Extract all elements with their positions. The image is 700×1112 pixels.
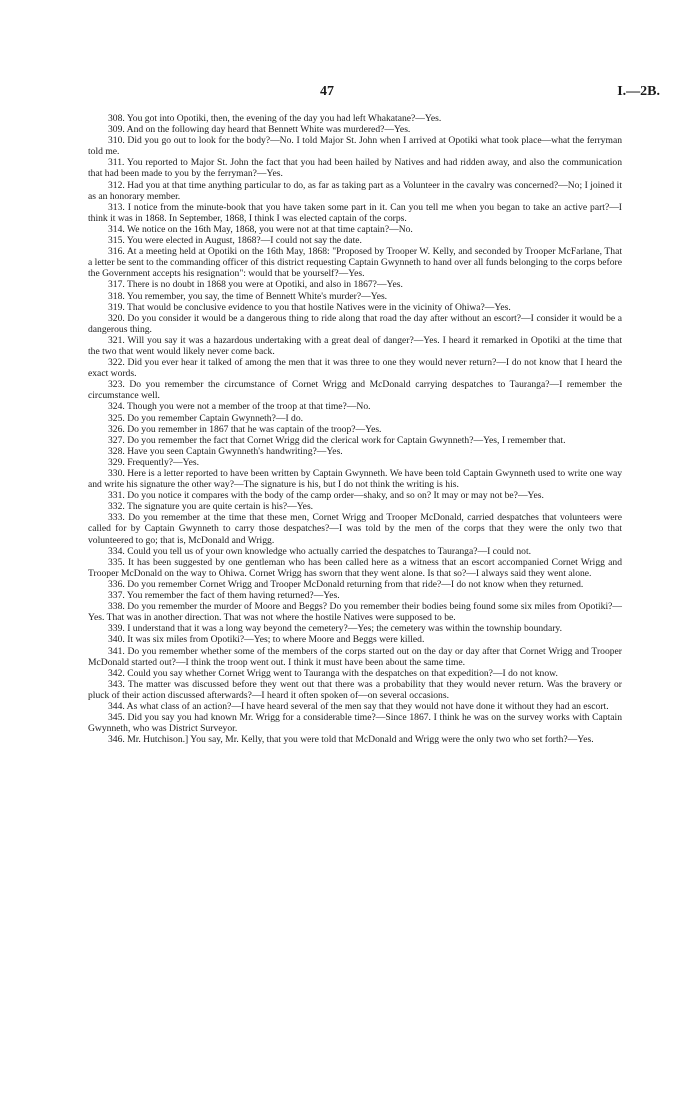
testimony-paragraph: 313. I notice from the minute-book that you have taken some part in it. Can you tell me when you began to take an active part?—I think it was in 1868. In September, 1868, I think I was elected captain of the corps. (88, 201, 622, 224)
testimony-paragraph: 322. Did you ever hear it talked of among the men that it was three to one they would never return?—I do not know that I heard the exact words. (88, 357, 622, 380)
page-header (88, 84, 660, 104)
testimony-paragraph: 331. Do you notice it compares with the body of the camp order—shaky, and so on? It may or may not be?—Yes. (108, 490, 544, 502)
testimony-paragraph: 343. The matter was discussed before they went out that there was a probability that they would never return. Was the bravery or pluck of their action discussed afterwards?—I heard it often spoken of—on several occasions. (88, 678, 622, 701)
testimony-paragraph: 328. Have you seen Captain Gwynneth's handwriting?—Yes. (108, 445, 343, 457)
testimony-paragraph: 316. At a meeting held at Opotiki on the 16th May, 1868: "Proposed by Trooper W. Kelly, and seconded by Trooper McFarlane, That a letter be sent to the commanding officer of this district requesting Captain Gwynneth to hand over all funds belonging to the corps before the Government accepts his resignation": would that be yourself?—Yes. (88, 246, 622, 280)
testimony-paragraph: 320. Do you consider it would be a dangerous thing to ride along that road the day after without an escort?—I consider it would be a dangerous thing. (88, 312, 622, 335)
testimony-paragraph: 332. The signature you are quite certain is his?—Yes. (108, 501, 314, 513)
testimony-paragraph: 308. You got into Opotiki, then, the evening of the day you had left Whakatane?—Yes. (108, 113, 442, 124)
testimony-paragraph: 327. Do you remember the fact that Cornet Wrigg did the clerical work for Captain Gwynneth?—Yes, I remember that. (108, 434, 566, 446)
testimony-paragraph: 329. Frequently?—Yes. (108, 456, 199, 468)
testimony-paragraph: 312. Had you at that time anything particular to do, as far as taking part as a Volunteer in the cavalry was concerned?—No; I joined it as an honorary member. (88, 179, 622, 202)
testimony-paragraph: 310. Did you go out to look for the body?—No. I told Major St. John when I arrived at Opotiki what took place—what the ferryman told me. (88, 135, 622, 158)
testimony-paragraph: 336. Do you remember Cornet Wrigg and Trooper McDonald returning from that ride?—I do not know when they returned. (108, 578, 584, 590)
testimony-paragraph: 309. And on the following day heard that Bennett White was murdered?—Yes. (108, 124, 411, 136)
testimony-paragraph: 315. You were elected in August, 1868?—I could not say the date. (108, 235, 362, 247)
testimony-paragraph: 317. There is no doubt in 1868 you were at Opotiki, and also in 1867?—Yes. (108, 279, 403, 291)
testimony-paragraph: 318. You remember, you say, the time of Bennett White's murder?—Yes. (108, 290, 388, 302)
testimony-paragraph: 337. You remember the fact of them having returned?—Yes. (108, 590, 340, 602)
testimony-paragraph: 319. That would be conclusive evidence to you that hostile Natives were in the vicinity of Ohiwa?—Yes. (108, 301, 511, 313)
document-body (88, 113, 622, 745)
testimony-paragraph: 346. Mr. Hutchison.] You say, Mr. Kelly, that you were told that McDonald and Wrigg were the only two who set forth?—Yes. (108, 734, 594, 746)
testimony-paragraph: 326. Do you remember in 1867 that he was captain of the troop?—Yes. (108, 423, 382, 435)
testimony-paragraph: 340. It was six miles from Opotiki?—Yes; to where Moore and Beggs were killed. (108, 634, 425, 646)
testimony-paragraph: 335. It has been suggested by one gentleman who has been called here as a witness that an escort accompanied Cornet Wrigg and Trooper McDonald on the way to Ohiwa. Cornet Wrigg has sworn that they went alone. Is that so?—I always said they went alone. (88, 556, 622, 579)
testimony-paragraph: 323. Do you remember the circumstance of Cornet Wrigg and McDonald carrying despatches to Tauranga?—I remember the circumstance well. (88, 379, 622, 402)
testimony-paragraph: 344. As what class of an action?—I have heard several of the men say that they would not have done it without they had an escort. (108, 700, 609, 712)
testimony-paragraph: 333. Do you remember at the time that these men, Cornet Wrigg and Trooper McDonald, carried despatches that volunteers were called for by Captain Gwynneth to carry those despatches?—I was told by the men of the corps that they were the only two that volunteered to go; that is, McDonald and Wrigg. (88, 512, 622, 546)
testimony-paragraph: 330. Here is a letter reported to have been written by Captain Gwynneth. We have been told Captain Gwynneth used to write one way and write his signature the other way?—The signature is his, but I do not think the writing is his. (88, 468, 622, 491)
testimony-paragraph: 341. Do you remember whether some of the members of the corps started out on the day or day after that Cornet Wrigg and Trooper McDonald started out?—I think the troop went out. I think it must have been about the same time. (88, 645, 622, 668)
page-number: 47 (320, 84, 334, 99)
testimony-paragraph: 342. Could you say whether Cornet Wrigg went to Tauranga with the despatches on that expedition?—I do not know. (108, 667, 558, 679)
testimony-paragraph: 324. Though you were not a member of the troop at that time?—No. (108, 401, 371, 413)
testimony-paragraph: 325. Do you remember Captain Gwynneth?—I do. (108, 412, 304, 424)
testimony-paragraph: 334. Could you tell us of your own knowledge who actually carried the despatches to Tauranga?—I could not. (108, 545, 532, 557)
document-reference: I.—2B. (617, 84, 660, 99)
testimony-paragraph: 345. Did you say you had known Mr. Wrigg for a considerable time?—Since 1867. I think he was on the survey works with Captain Gwynneth, who was District Surveyor. (88, 712, 622, 735)
testimony-paragraph: 311. You reported to Major St. John the fact that you had been hailed by Natives and had ridden away, and also the communication that had been made to you by the ferryman?—Yes. (88, 157, 622, 180)
testimony-paragraph: 339. I understand that it was a long way beyond the cemetery?—Yes; the cemetery was within the township boundary. (108, 623, 562, 635)
testimony-paragraph: 338. Do you remember the murder of Moore and Beggs? Do you remember their bodies being found some six miles from Opotiki?—Yes. That was in another direction. That was not where the hostile Natives were supposed to be. (88, 601, 622, 624)
testimony-paragraph: 314. We notice on the 16th May, 1868, you were not at that time captain?—No. (108, 223, 413, 235)
testimony-paragraph: 321. Will you say it was a hazardous undertaking with a great deal of danger?—Yes. I heard it remarked in Opotiki at the time that the two that went would likely never come back. (88, 334, 622, 357)
